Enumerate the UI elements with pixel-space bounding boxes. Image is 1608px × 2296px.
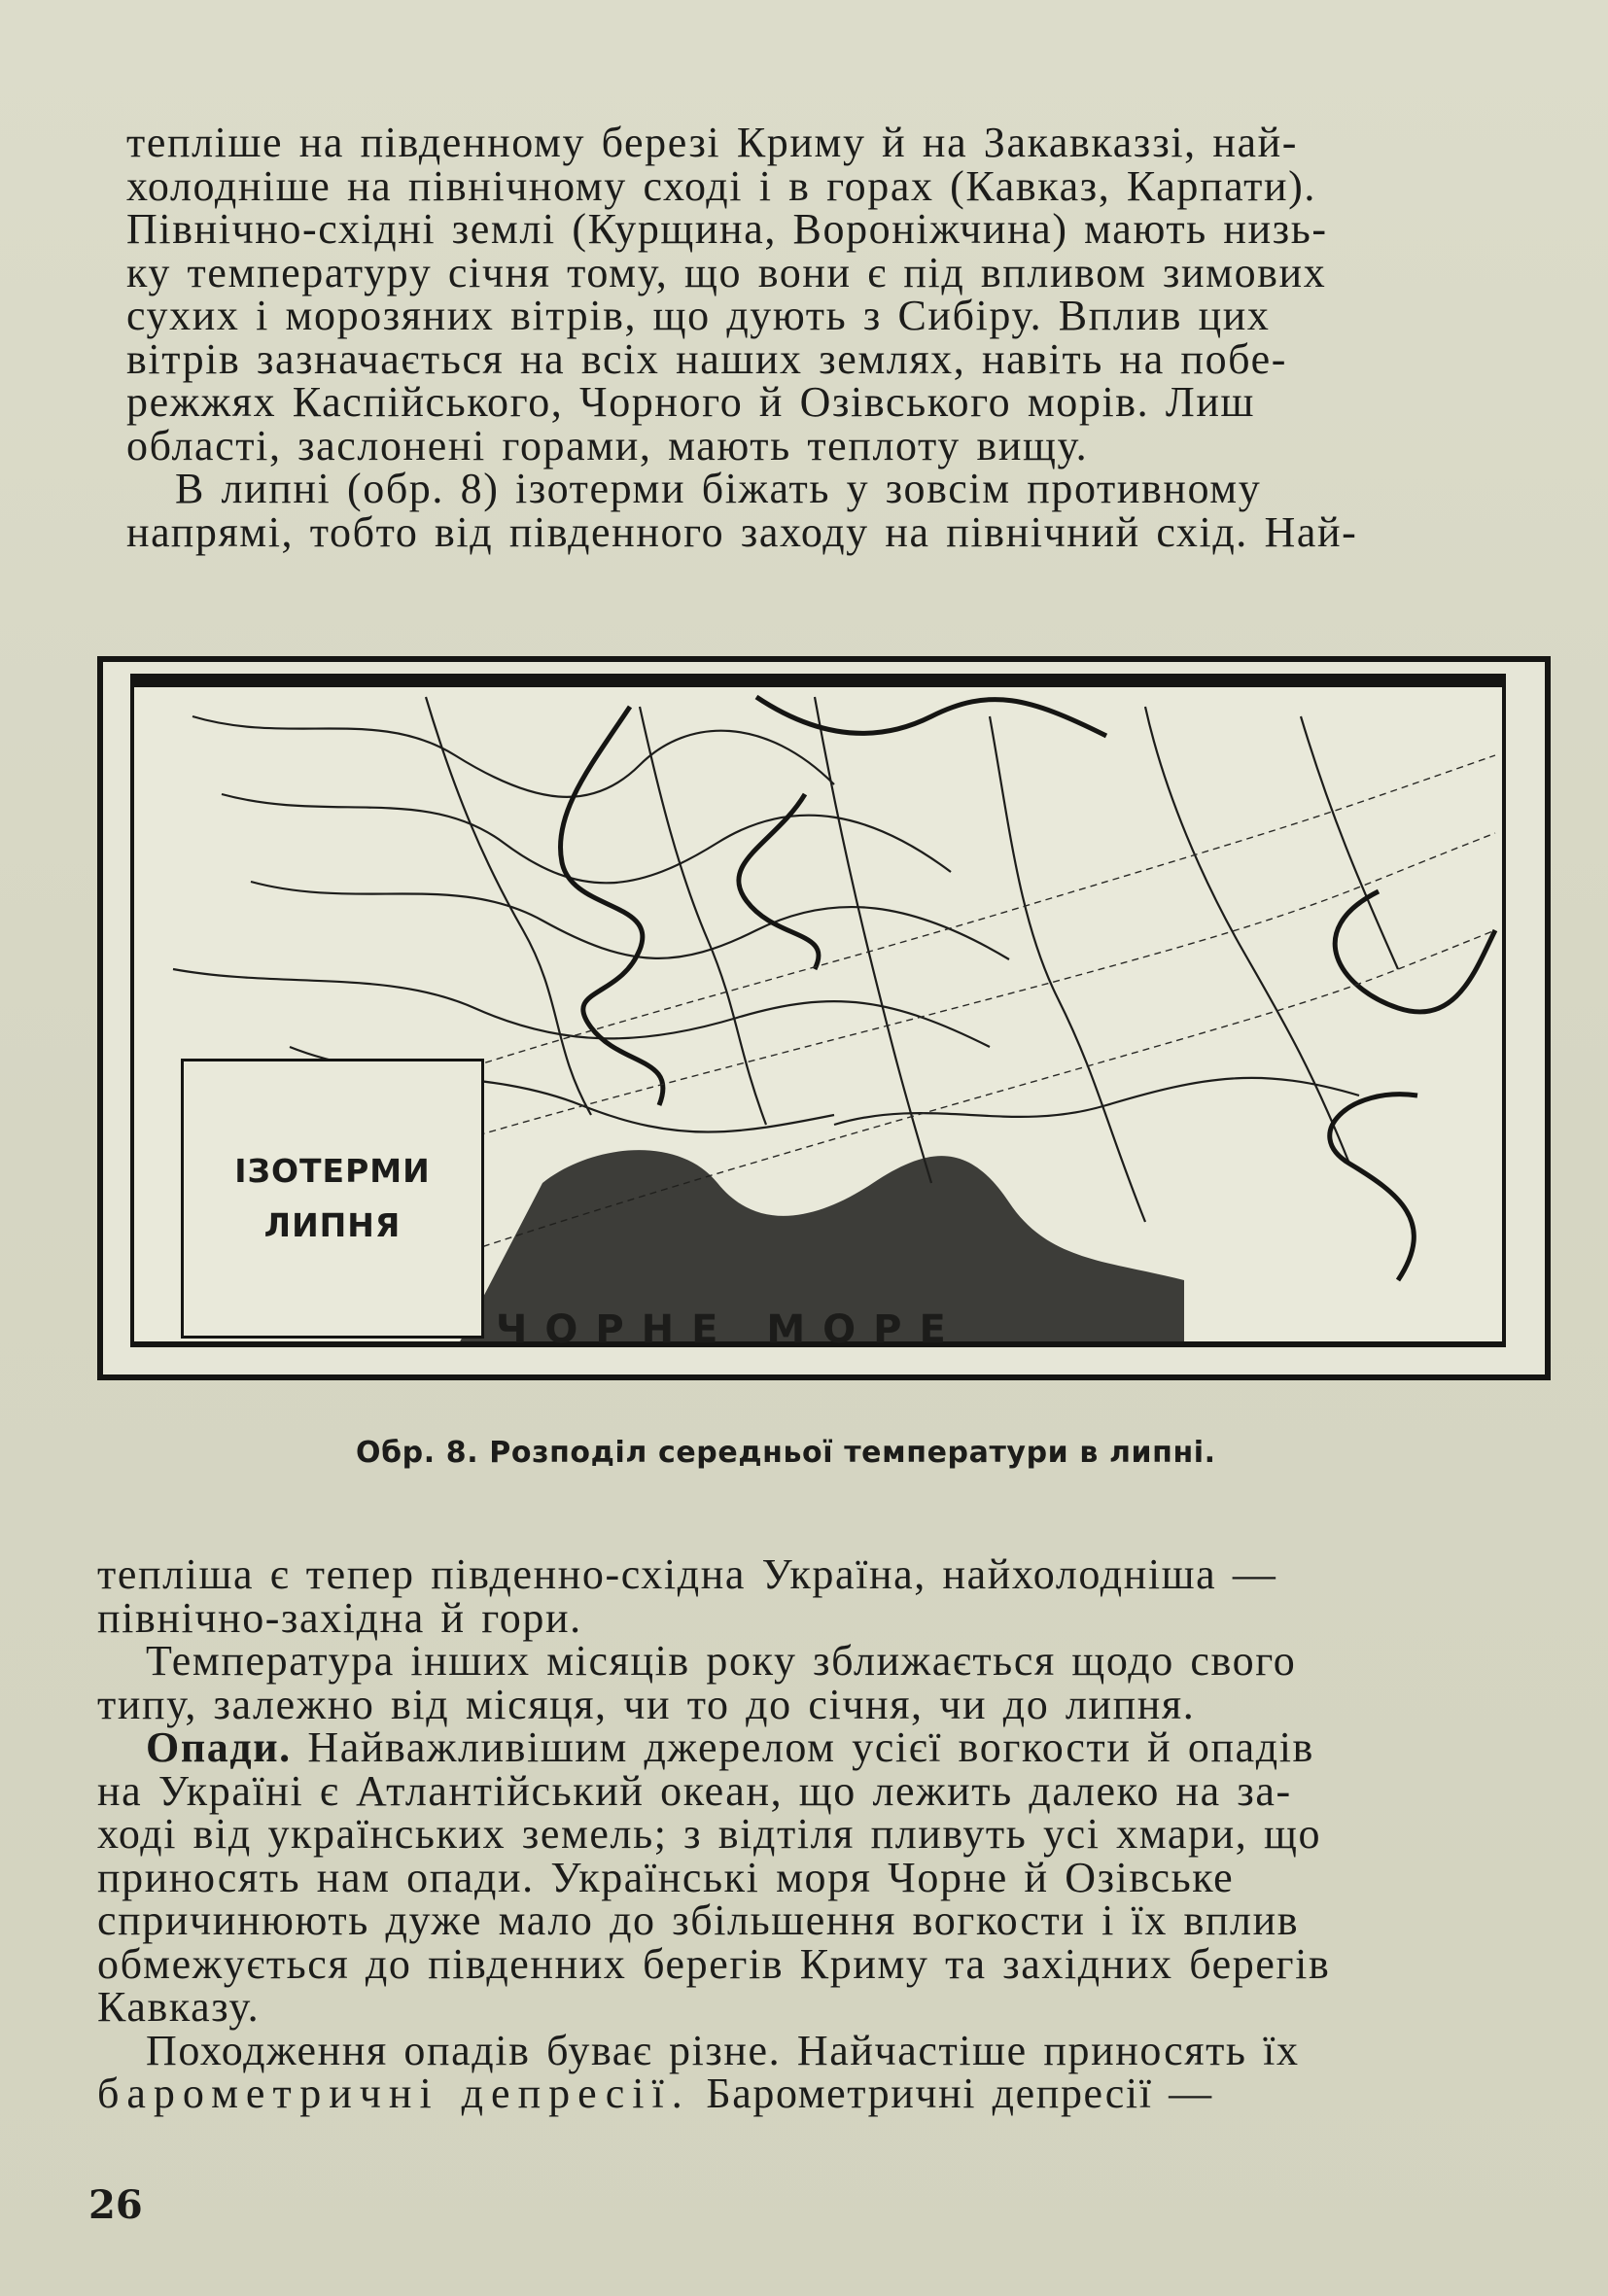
text-line: холодніше на північному сході і в горах (Кавказ, Карпати). (126, 161, 1316, 210)
sea-label: ЧОРНЕ МОРЕ (496, 1307, 963, 1347)
text-line: спричинюють дуже мало до збільшення вогкости і їх вплив (97, 1896, 1300, 1944)
text-line-rest: Барометричні депресії — (706, 2070, 1213, 2117)
text-line (97, 1723, 1551, 1771)
text-line: В липні (обр. 8) ізотерми біжать у зовсім противному (175, 465, 1262, 512)
text-line: режжях Каспійського, Чорного й Озівського морів. Лиш (126, 378, 1255, 426)
legend-title: ІЗОТЕРМИ (234, 1152, 431, 1190)
text-line: Температура інших місяців року зближається щодо свого (146, 1637, 1297, 1685)
text-line: приносять нам опади. Українські моря Чорне й Озівське (97, 1853, 1235, 1901)
text-line-rest: Найважливішим джерелом усієї вогкости й опадів (307, 1723, 1314, 1771)
text-line: обмежується до південних берегів Криму та західних берегів (97, 1939, 1331, 1988)
text-line: ку температуру січня тому, що вони є під впливом зимових (126, 248, 1327, 296)
page-number: 26 (88, 2182, 143, 2228)
text-line: північно-західна й гори. (97, 1593, 582, 1642)
text-line: типу, залежно від місяця, чи то до січня, чи до липня. (97, 1680, 1196, 1728)
text-line: тепліша є тепер південно-східна Україна, найхолодніша — (97, 1550, 1277, 1598)
text-line: тепліше на південному березі Криму й на Закавказзі, най- (126, 119, 1299, 166)
text-line: ході від українських земель; з відтіля пливуть усі хмари, що (97, 1810, 1322, 1858)
text-line: Кавказу. (97, 1983, 261, 2031)
text-line: Північно-східні землі (Курщина, Вороніжчина) мають низь- (126, 205, 1328, 253)
text-line: Походження опадів буває різне. Найчастіше приносять їх (146, 2026, 1300, 2074)
emphasized-term: барометричні депресії. (97, 2070, 690, 2117)
figure-caption: Обр. 8. Розподіл середньої температури в липні. (356, 1436, 1216, 1470)
map-legend (181, 1059, 484, 1339)
figure-map (97, 656, 1551, 1380)
text-line: сухих і морозяних вітрів, що дують з Сибіру. Вплив цих (126, 292, 1271, 339)
isotherm-map (130, 674, 1506, 1347)
text-line: напрямі, тобто від південного заходу на північний схід. Най- (126, 507, 1358, 556)
text-line: області, заслонені горами, мають теплоту вищу. (126, 421, 1089, 470)
text-line: вітрів зазначається на всіх наших землях, навіть на побе- (126, 334, 1287, 383)
bottom-text-block (97, 1550, 1551, 2117)
top-text-block (126, 119, 1580, 556)
section-heading: Опади. (146, 1723, 292, 1771)
text-line: на Україні є Атлантійський океан, що лежить далеко на за- (97, 1766, 1292, 1815)
legend-subtitle: ЛИПНЯ (263, 1206, 402, 1244)
text-line (97, 2072, 1551, 2116)
